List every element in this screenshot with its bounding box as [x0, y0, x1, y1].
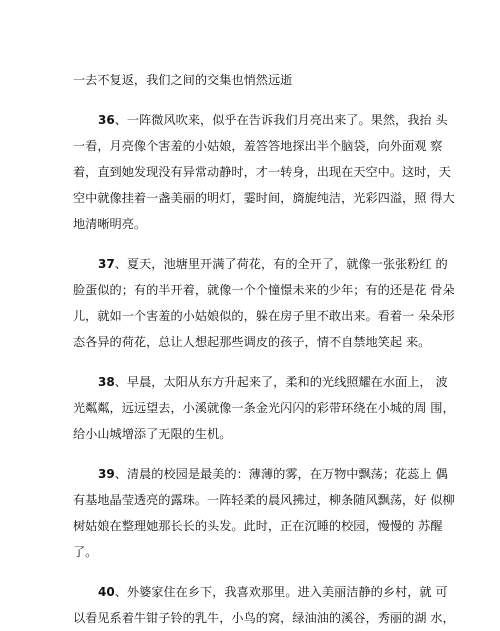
text-run: 、早晨，太阳从东方升起来了，柔和的光线照耀在水面上， 波 — [114, 375, 448, 389]
text-line: 一看，月亮像个害羞的小姑娘，羞答答地探出半个脑袋，向外面观 察 — [73, 139, 443, 153]
text-run: 、清晨的校园是最美的：薄薄的雾，在万物中飘荡；花蕊上 偶 — [114, 467, 448, 481]
paragraph-gap — [73, 565, 427, 579]
text-line: 脸蛋似的；有的半开着，就像一个个憧憬未来的少年；有的还是花 骨朵 — [73, 283, 455, 297]
text-line: 空中就像挂着一盏美丽的明灯，霎时间，旖旎纯洁，光彩四溢，照 得大 — [73, 191, 455, 205]
text-line — [73, 251, 448, 277]
paragraph-number: 38 — [98, 375, 115, 389]
text-line — [73, 461, 448, 487]
text-line: 地清晰明亮。 — [73, 217, 147, 231]
paragraph-gap — [73, 355, 427, 369]
text-run: 、夏天，池塘里开满了荷花，有的全开了，就像一张张粉红 的 — [114, 257, 448, 271]
text-line: 了。 — [73, 545, 98, 559]
text-line: 光粼粼，远远望去，小溪就像一条金光闪闪的彩带环绕在小城的周 围， — [73, 401, 455, 415]
document-body — [73, 67, 455, 631]
paragraph-gap — [73, 237, 427, 251]
text-line — [73, 579, 448, 605]
text-line: 树姑娘在整理她那长长的头发。此时，正在沉睡的校园，慢慢的 苏醒 — [73, 519, 443, 533]
text-line: 一去不复返，我们之间的交集也悄然远逝 — [73, 73, 293, 87]
paragraph-38 — [73, 369, 455, 447]
paragraph-36 — [73, 107, 455, 237]
paragraph-number: 37 — [98, 257, 115, 271]
paragraph-number: 36 — [98, 113, 115, 127]
text-line: 有基地晶莹透亮的露珠。一阵轻柔的晨风拂过，柳条随风飘荡，好 似柳 — [73, 493, 455, 507]
text-line: 给小山城增添了无限的生机。 — [73, 427, 232, 441]
text-line — [73, 107, 448, 133]
text-line: 以看见系着牛钳子铃的乳牛，小鸟的窝，绿油油的溪谷，秀丽的湖 水， — [73, 611, 455, 625]
paragraph-number: 39 — [98, 467, 115, 481]
text-line: 儿，就如一个害羞的小姑娘似的，躲在房子里不敢出来。看着一 朵朵形 — [73, 309, 455, 323]
text-line: 态各异的荷花，总让人想起那些调皮的孩子，情不自禁地笑起 来。 — [73, 335, 431, 349]
paragraph-gap — [73, 93, 427, 107]
text-line — [73, 369, 448, 395]
paragraph-37 — [73, 251, 455, 355]
text-run: 、外婆家住在乡下，我喜欢那里。进入美丽洁静的乡村，就 可 — [114, 585, 448, 599]
text-run: 、一阵微风吹来，似乎在告诉我们月亮出来了。果然，我抬 头 — [114, 113, 448, 127]
paragraph-35-end — [73, 67, 427, 93]
paragraph-40 — [73, 579, 455, 631]
paragraph-gap — [73, 447, 427, 461]
paragraph-number: 40 — [98, 585, 115, 599]
paragraph-39 — [73, 461, 455, 565]
text-line: 着，直到她发现没有异常动静时，才一转身，出现在天空中。这时，天 — [73, 165, 451, 179]
